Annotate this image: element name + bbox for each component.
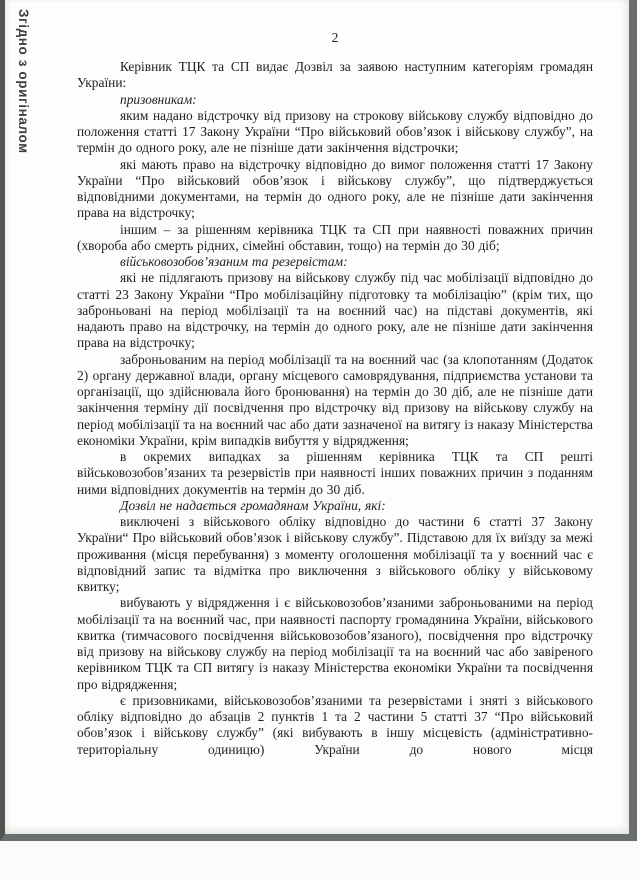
- paragraph-heading: призовникам:: [120, 91, 197, 107]
- paragraph-heading: Дозвіл не надається громадянам України, які:: [120, 497, 386, 513]
- page-number: 2: [331, 30, 339, 45]
- paragraph-heading: військовозобов’язаним та резервістам:: [120, 254, 348, 269]
- paragraph: яким надано відстрочку від призову на строкову військову службу відповідно до положення статті 17 Закону України “Про військовий обов’язок і військову службу”, на термін до одного року, але не пізніше дати закінчення відстрочки;: [77, 107, 593, 156]
- paragraph: в окремих випадках за рішенням керівника ТЦК та СП решті військовозобов’язаних та резервістів при наявності інших поважних причин з поданням ними відповідних документів на термін до 30 діб.: [77, 449, 593, 497]
- paragraph: вибувають у відрядження і є військовозобов’язаними заброньованими на період мобілізації та на воєнний час, при наявності паспорту громадянина України, військового квитка (тимчасового посвідчення військовозобов’язаного), посвідчення про відстрочку від призову на військову службу на період мобілізації та на воєнний час або завіреного керівником ТЦК та СП витягу із наказу Міністерства економіки України та посвідчення про відрядження;: [77, 595, 593, 692]
- paragraph: які мають право на відстрочку відповідно до вимог положення статті 17 Закону України “Про військовий обов’язок і військову службу”, що підтверджується відповідними документами, на термін до одного року, але не пізніше дати закінчення права на відстрочку;: [77, 156, 593, 221]
- page-content: [77, 0, 593, 758]
- paragraph: Керівник ТЦК та СП видає Дозвіл за заявою наступним категоріям громадян України:: [77, 59, 593, 91]
- paragraph: які не підлягають призову на військову службу під час мобілізації відповідно до статті 23 Закону України “Про мобілізаційну підготовку та мобілізацію” (крім тих, що заброньовані на період мобілізації та на воєнний час) на підставі документів, які надають право на відстрочку, на термін до одного року, але не пізніше дати закінчення права на відстрочку;: [77, 270, 593, 351]
- paragraph: виключені з військового обліку відповідно до частини 6 статті 37 Закону України“ Про військовий обов’язок і військову службу”. Підставою для їх виїзду за межі проживання (місця перебування) з моменту оголошення мобілізації та у воєнний час є відповідний запис та відмітка про виключення з військового обліку у військовому квитку;: [77, 514, 593, 594]
- paragraph: є призовниками, військовозобов’язаними та резервістами і зняті з військового обліку відповідно до абзаців 2 пунктів 1 та 2 частини 5 статті 37 “Про військовий обов’язок і військову службу” (які вибувають в іншу місцевість (адміністративно-територіальну одиницю) України до нового місця: [77, 692, 593, 757]
- certification-stamp: Згідно з оригіналом: [16, 9, 31, 154]
- document-body: [77, 59, 593, 758]
- paragraph: заброньованим на період мобілізації та на воєнний час (за клопотанням (Додаток 2) органу державної влади, органу місцевого самоврядування, підприємства установи та організації, що здійснювала його бронювання) на термін до 30 діб, але не пізніше дати закінчення терміну дії посвідчення про відстрочку від призову на військову службу на період мобілізації та на воєнний час або дати зазначеної на витягу із наказу Міністерства економіки України, крім випадків вибуття у відрядження;: [77, 351, 593, 448]
- paragraph: іншим – за рішенням керівника ТЦК та СП при наявності поважних причин (хвороба або смерть рідних, сімейні обставин, тощо) на термін до 30 діб;: [77, 221, 593, 253]
